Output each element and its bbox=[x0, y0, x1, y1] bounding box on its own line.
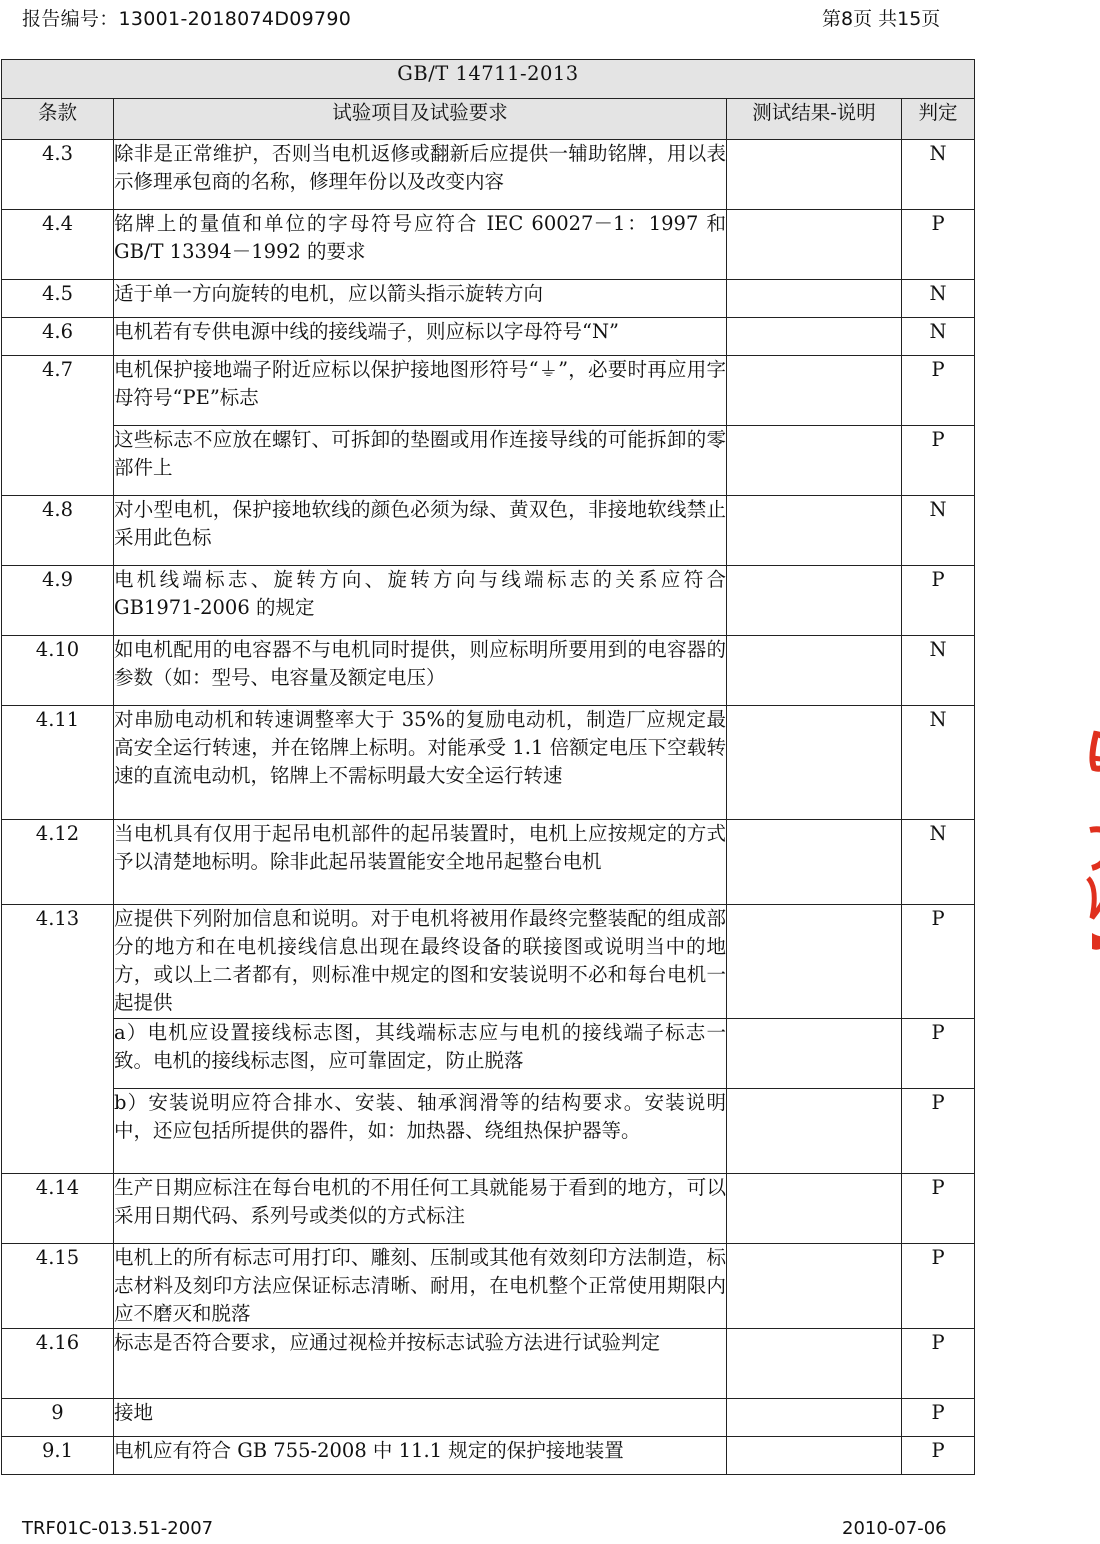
column-header-result: 测试结果-说明 bbox=[727, 99, 902, 140]
clause-cell: 4.11 bbox=[2, 706, 114, 820]
requirement-cell: 电机线端标志、旋转方向、旋转方向与线端标志的关系应符合 GB1971-2006 的规定 bbox=[114, 566, 727, 636]
result-cell bbox=[727, 1174, 902, 1244]
result-cell bbox=[727, 820, 902, 905]
verdict-cell: P bbox=[902, 1329, 975, 1399]
report-number: 报告编号：13001-2018074D09790 bbox=[22, 8, 352, 30]
verdict-cell: N bbox=[902, 636, 975, 706]
table-row bbox=[2, 1329, 975, 1399]
requirement-cell: 应提供下列附加信息和说明。对于电机将被用作最终完整装配的组成部分的地方和在电机接线信息出现在最终设备的联接图或说明当中的地方，或以上二者都有，则标准中规定的图和安装说明不必和每台电机一起提供 bbox=[114, 905, 727, 1019]
result-cell bbox=[727, 210, 902, 280]
table-row bbox=[2, 1399, 975, 1437]
result-cell bbox=[727, 1089, 902, 1174]
verdict-cell: P bbox=[902, 1019, 975, 1089]
requirement-cell: 电机若有专供电源中线的接线端子，则应标以字母符号“N” bbox=[114, 318, 727, 356]
result-cell bbox=[727, 1019, 902, 1089]
clause-cell: 4.16 bbox=[2, 1329, 114, 1399]
clause-cell: 4.9 bbox=[2, 566, 114, 636]
verdict-cell: P bbox=[902, 905, 975, 1019]
verdict-cell: P bbox=[902, 566, 975, 636]
clause-cell: 4.4 bbox=[2, 210, 114, 280]
clause-cell: 4.13 bbox=[2, 905, 114, 1174]
requirement-cell: 电机应有符合 GB 755-2008 中 11.1 规定的保护接地装置 bbox=[114, 1437, 727, 1475]
page-info: 第8页 共15页 bbox=[822, 8, 941, 30]
requirement-cell: 标志是否符合要求，应通过视检并按标志试验方法进行试验判定 bbox=[114, 1329, 727, 1399]
clause-cell: 9 bbox=[2, 1399, 114, 1437]
result-cell bbox=[727, 318, 902, 356]
verdict-cell: N bbox=[902, 318, 975, 356]
verdict-cell: P bbox=[902, 1174, 975, 1244]
result-cell bbox=[727, 1329, 902, 1399]
result-cell bbox=[727, 356, 902, 426]
table-row bbox=[2, 210, 975, 280]
verdict-cell: P bbox=[902, 1244, 975, 1329]
verdict-cell: P bbox=[902, 1437, 975, 1475]
requirement-cell: 如电机配用的电容器不与电机同时提供，则应标明所要用到的电容器的参数（如：型号、电容量及额定电压） bbox=[114, 636, 727, 706]
clause-cell: 4.14 bbox=[2, 1174, 114, 1244]
clause-cell: 4.12 bbox=[2, 820, 114, 905]
table-row bbox=[2, 1437, 975, 1475]
verdict-cell: P bbox=[902, 356, 975, 426]
standard-title: GB/T 14711-2013 bbox=[2, 60, 975, 99]
result-cell bbox=[727, 566, 902, 636]
clause-cell: 4.5 bbox=[2, 280, 114, 318]
form-date: 2010-07-06 bbox=[842, 1518, 947, 1539]
table-row bbox=[2, 566, 975, 636]
requirement-cell: b）安装说明应符合排水、安装、轴承润滑等的结构要求。安装说明中，还应包括所提供的器件，如：加热器、绕组热保护器等。 bbox=[114, 1089, 727, 1174]
table-row bbox=[2, 706, 975, 820]
verdict-cell: N bbox=[902, 820, 975, 905]
form-number: TRF01C-013.51-2007 bbox=[22, 1518, 214, 1539]
clause-cell: 4.6 bbox=[2, 318, 114, 356]
requirement-cell: 接地 bbox=[114, 1399, 727, 1437]
verdict-cell: N bbox=[902, 280, 975, 318]
verdict-cell: N bbox=[902, 706, 975, 820]
clause-cell: 9.1 bbox=[2, 1437, 114, 1475]
requirement-cell: 电机上的所有标志可用打印、雕刻、压制或其他有效刻印方法制造，标志材料及刻印方法应保证标志清晰、耐用，在电机整个正常使用期限内应不磨灭和脱落 bbox=[114, 1244, 727, 1329]
result-cell bbox=[727, 1399, 902, 1437]
result-cell bbox=[727, 140, 902, 210]
table-row bbox=[2, 496, 975, 566]
table-row bbox=[2, 1019, 975, 1089]
result-cell bbox=[727, 1244, 902, 1329]
requirement-cell: 铭牌上的量值和单位的字母符号应符合 IEC 60027－1：1997 和 GB/T 13394－1992 的要求 bbox=[114, 210, 727, 280]
requirement-cell: 除非是正常维护，否则当电机返修或翻新后应提供一辅助铭牌，用以表示修理承包商的名称，修理年份以及改变内容 bbox=[114, 140, 727, 210]
column-header-requirement: 试验项目及试验要求 bbox=[114, 99, 727, 140]
table-row bbox=[2, 636, 975, 706]
table-row bbox=[2, 1089, 975, 1174]
test-requirements-table bbox=[1, 59, 975, 1475]
table-row bbox=[2, 1174, 975, 1244]
result-cell bbox=[727, 280, 902, 318]
clause-cell: 4.7 bbox=[2, 356, 114, 496]
clause-cell: 4.15 bbox=[2, 1244, 114, 1329]
requirement-cell: 适于单一方向旋转的电机，应以箭头指示旋转方向 bbox=[114, 280, 727, 318]
verdict-cell: N bbox=[902, 140, 975, 210]
requirement-cell: 对串励电动机和转速调整率大于 35%的复励电动机，制造厂应规定最高安全运行转速，并在铭牌上标明。对能承受 1.1 倍额定电压下空载转速的直流电动机，铭牌上不需标明最大安全运行转速 bbox=[114, 706, 727, 820]
result-cell bbox=[727, 426, 902, 496]
result-cell bbox=[727, 706, 902, 820]
table-row bbox=[2, 1244, 975, 1329]
table-row bbox=[2, 820, 975, 905]
clause-cell: 4.10 bbox=[2, 636, 114, 706]
requirement-cell: a）电机应设置接线标志图，其线端标志应与电机的接线端子标志一致。电机的接线标志图，应可靠固定，防止脱落 bbox=[114, 1019, 727, 1089]
requirement-cell: 当电机具有仅用于起吊电机部件的起吊装置时，电机上应按规定的方式予以清楚地标明。除非此起吊装置能安全地吊起整台电机 bbox=[114, 820, 727, 905]
requirement-cell: 这些标志不应放在螺钉、可拆卸的垫圈或用作连接导线的可能拆卸的零部件上 bbox=[114, 426, 727, 496]
verdict-cell: P bbox=[902, 210, 975, 280]
verdict-cell: N bbox=[902, 496, 975, 566]
table-row bbox=[2, 905, 975, 1019]
result-cell bbox=[727, 905, 902, 1019]
result-cell bbox=[727, 636, 902, 706]
table-row bbox=[2, 318, 975, 356]
verdict-cell: P bbox=[902, 1089, 975, 1174]
requirement-cell: 对小型电机，保护接地软线的颜色必须为绿、黄双色，非接地软线禁止采用此色标 bbox=[114, 496, 727, 566]
table-row bbox=[2, 140, 975, 210]
table-row bbox=[2, 356, 975, 426]
clause-cell: 4.3 bbox=[2, 140, 114, 210]
verdict-cell: P bbox=[902, 1399, 975, 1437]
result-cell bbox=[727, 1437, 902, 1475]
table-row bbox=[2, 280, 975, 318]
column-header-row bbox=[2, 99, 975, 140]
verdict-cell: P bbox=[902, 426, 975, 496]
requirement-cell: 生产日期应标注在每台电机的不用任何工具就能易于看到的地方，可以采用日期代码、系列号或类似的方式标注 bbox=[114, 1174, 727, 1244]
column-header-clause: 条款 bbox=[2, 99, 114, 140]
result-cell bbox=[727, 496, 902, 566]
requirement-cell: 电机保护接地端子附近应标以保护接地图形符号“⏚”，必要时再应用字母符号“PE”标志 bbox=[114, 356, 727, 426]
clause-cell: 4.8 bbox=[2, 496, 114, 566]
table-title-row bbox=[2, 60, 975, 99]
table-row bbox=[2, 426, 975, 496]
column-header-verdict: 判定 bbox=[902, 99, 975, 140]
red-seal-stamp-icon bbox=[1082, 728, 1100, 968]
